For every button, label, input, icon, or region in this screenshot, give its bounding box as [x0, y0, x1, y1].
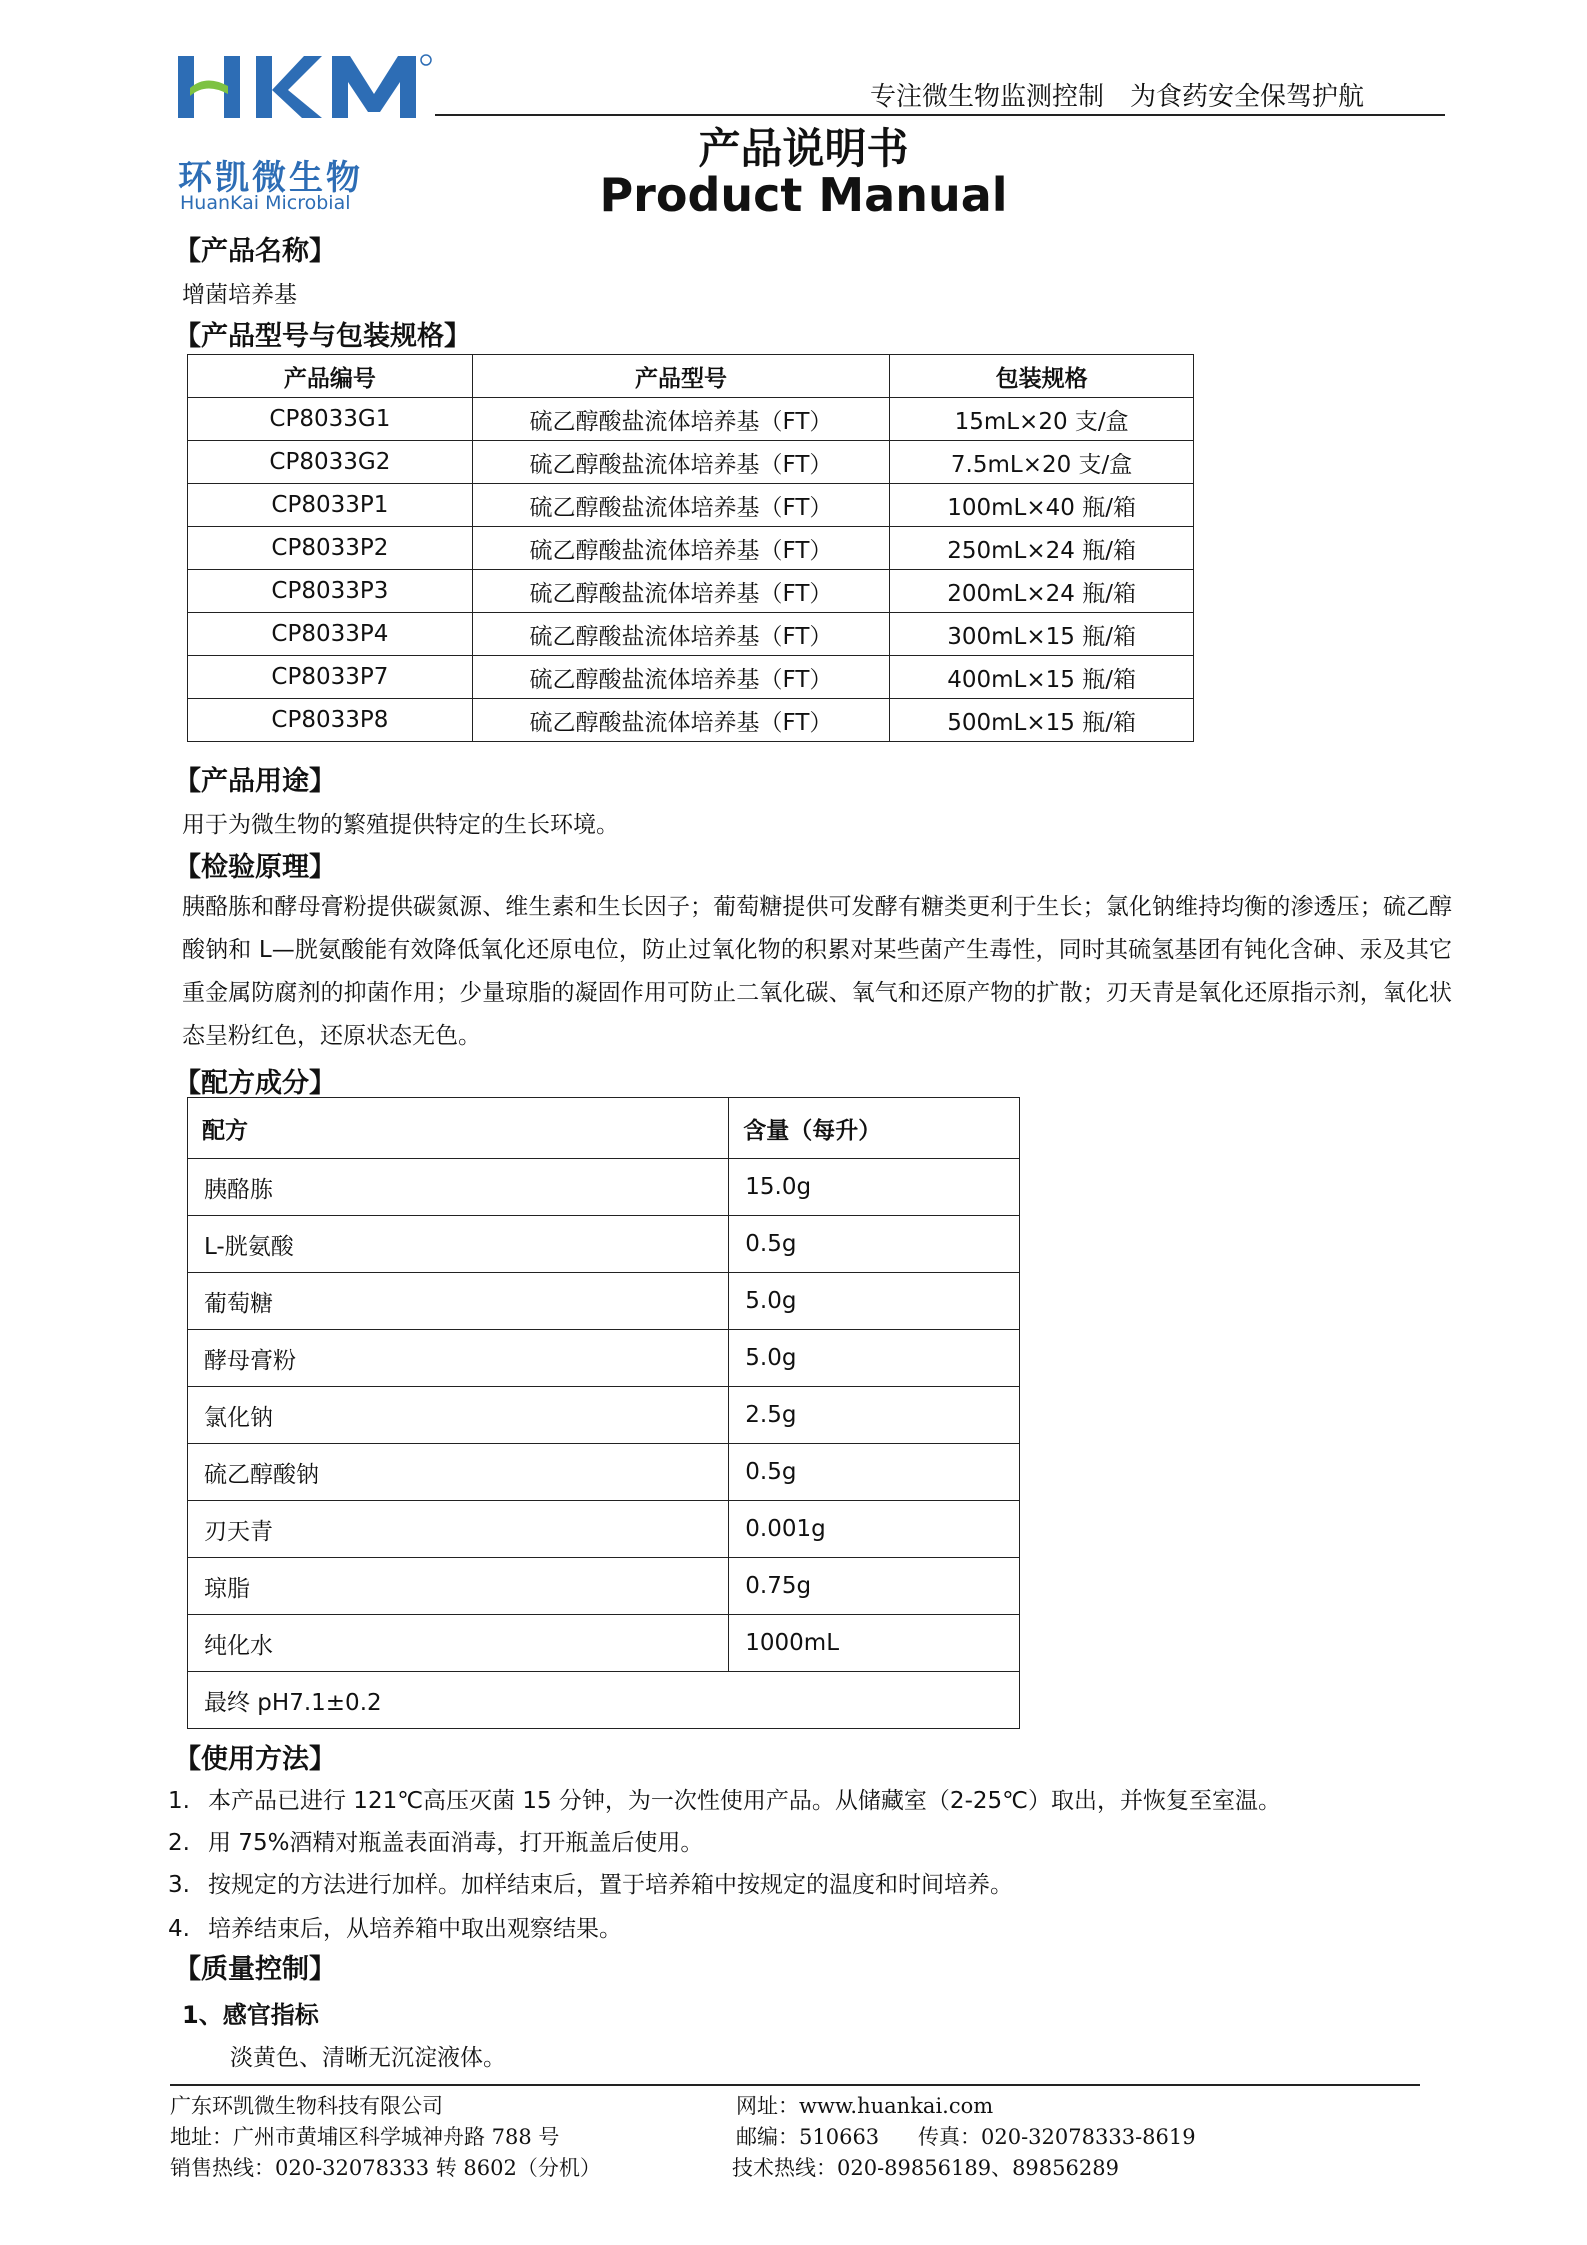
principle-heading: 【检验原理】: [174, 852, 336, 883]
final-ph: 最终 pH7.1±0.2: [188, 1672, 1020, 1729]
table-row: [188, 527, 1194, 570]
spec-col-code: 产品编号: [188, 355, 473, 398]
table-row: [188, 1672, 1020, 1729]
formula-table: [187, 1097, 1020, 1729]
footer-tech-hotline: 技术热线：020-89856189、89856289: [732, 2156, 1119, 2180]
table-row: [188, 1615, 1020, 1672]
table-row: [188, 1159, 1020, 1216]
table-row: [188, 1444, 1020, 1501]
spec-model: 硫乙醇酸盐流体培养基（FT）: [472, 699, 889, 742]
product-name-heading: 【产品名称】: [174, 236, 336, 267]
footer-website[interactable]: 网址：www.huankai.com: [736, 2094, 994, 2118]
logo-english-name: HuanKai Microbial: [180, 192, 351, 214]
formula-col-ingredient: 配方: [188, 1098, 729, 1159]
table-row: [188, 484, 1194, 527]
list-item: [168, 1866, 1013, 1899]
ingredient-name: 氯化钠: [188, 1387, 729, 1444]
table-row: [188, 613, 1194, 656]
spec-col-model: 产品型号: [472, 355, 889, 398]
usage-text: 用于为微生物的繁殖提供特定的生长环境。: [182, 812, 619, 838]
table-row: [188, 1558, 1020, 1615]
list-item: [168, 1782, 1281, 1815]
formula-heading: 【配方成分】: [174, 1068, 336, 1099]
spec-code: CP8033P2: [188, 527, 473, 570]
spec-table: [187, 354, 1194, 742]
spec-header-row: [188, 355, 1194, 398]
ingredient-name: 硫乙醇酸钠: [188, 1444, 729, 1501]
spec-package: 500mL×15 瓶/箱: [890, 699, 1194, 742]
ingredient-amount: 0.5g: [729, 1216, 1020, 1273]
ingredient-amount: 5.0g: [729, 1330, 1020, 1387]
spec-package: 7.5mL×20 支/盒: [890, 441, 1194, 484]
spec-col-package: 包装规格: [890, 355, 1194, 398]
table-row: [188, 441, 1194, 484]
ingredient-name: 葡萄糖: [188, 1273, 729, 1330]
ingredient-name: L-胱氨酸: [188, 1216, 729, 1273]
table-row: [188, 699, 1194, 742]
footer-company: 广东环凯微生物科技有限公司: [170, 2094, 443, 2118]
spec-package: 300mL×15 瓶/箱: [890, 613, 1194, 656]
footer-sales-hotline: 销售热线：020-32078333 转 8602（分机）: [170, 2156, 601, 2180]
spec-package: 400mL×15 瓶/箱: [890, 656, 1194, 699]
qc-heading: 【质量控制】: [174, 1954, 336, 1985]
list-text: 用 75%酒精对瓶盖表面消毒，打开瓶盖后使用。: [208, 1830, 704, 1856]
ingredient-name: 胰酪胨: [188, 1159, 729, 1216]
ingredient-amount: 0.5g: [729, 1444, 1020, 1501]
ingredient-amount: 0.75g: [729, 1558, 1020, 1615]
usage-heading: 【产品用途】: [174, 766, 336, 797]
formula-col-amount: 含量（每升）: [729, 1098, 1020, 1159]
table-row: [188, 570, 1194, 613]
product-name-value: 增菌培养基: [182, 282, 297, 308]
header-slogan: 专注微生物监测控制 为食药安全保驾护航: [870, 82, 1365, 112]
spec-heading: 【产品型号与包装规格】: [174, 321, 471, 352]
table-row: [188, 1216, 1020, 1273]
spec-code: CP8033G1: [188, 398, 473, 441]
ingredient-amount: 2.5g: [729, 1387, 1020, 1444]
spec-model: 硫乙醇酸盐流体培养基（FT）: [472, 656, 889, 699]
method-heading: 【使用方法】: [174, 1744, 336, 1775]
list-number: 1.: [168, 1788, 190, 1814]
ingredient-amount: 5.0g: [729, 1273, 1020, 1330]
ingredient-amount: 1000mL: [729, 1615, 1020, 1672]
qc-sub-heading: 1、感官指标: [182, 2001, 319, 2029]
ingredient-name: 琼脂: [188, 1558, 729, 1615]
spec-model: 硫乙醇酸盐流体培养基（FT）: [472, 527, 889, 570]
spec-model: 硫乙醇酸盐流体培养基（FT）: [472, 441, 889, 484]
list-item: [168, 1824, 703, 1857]
spec-code: CP8033G2: [188, 441, 473, 484]
spec-code: CP8033P7: [188, 656, 473, 699]
formula-header-row: [188, 1098, 1020, 1159]
list-item: [168, 1910, 622, 1943]
spec-model: 硫乙醇酸盐流体培养基（FT）: [472, 398, 889, 441]
ingredient-name: 纯化水: [188, 1615, 729, 1672]
spec-code: CP8033P8: [188, 699, 473, 742]
table-row: [188, 1273, 1020, 1330]
footer-postcode: 邮编：510663: [736, 2125, 880, 2149]
table-row: [188, 398, 1194, 441]
table-row: [188, 656, 1194, 699]
spec-package: 100mL×40 瓶/箱: [890, 484, 1194, 527]
footer-address: 地址：广州市黄埔区科学城神舟路 788 号: [170, 2125, 560, 2149]
list-text: 培养结束后，从培养箱中取出观察结果。: [208, 1916, 622, 1942]
table-row: [188, 1501, 1020, 1558]
spec-package: 250mL×24 瓶/箱: [890, 527, 1194, 570]
spec-model: 硫乙醇酸盐流体培养基（FT）: [472, 613, 889, 656]
title-english: Product Manual: [599, 168, 1008, 222]
list-number: 2.: [168, 1830, 190, 1856]
list-text: 按规定的方法进行加样。加样结束后，置于培养箱中按规定的温度和时间培养。: [208, 1872, 1013, 1898]
ingredient-amount: 0.001g: [729, 1501, 1020, 1558]
spec-code: CP8033P3: [188, 570, 473, 613]
spec-model: 硫乙醇酸盐流体培养基（FT）: [472, 570, 889, 613]
ingredient-amount: 15.0g: [729, 1159, 1020, 1216]
spec-package: 200mL×24 瓶/箱: [890, 570, 1194, 613]
qc-sub-text: 淡黄色、清晰无沉淀液体。: [230, 2045, 506, 2071]
spec-model: 硫乙醇酸盐流体培养基（FT）: [472, 484, 889, 527]
spec-code: CP8033P4: [188, 613, 473, 656]
list-number: 3.: [168, 1872, 190, 1898]
table-row: [188, 1387, 1020, 1444]
footer-divider: [170, 2084, 1420, 2086]
list-text: 本产品已进行 121℃高压灭菌 15 分钟，为一次性使用产品。从储藏室（2-25℃）取出，并恢复至室温。: [208, 1788, 1281, 1814]
list-number: 4.: [168, 1916, 190, 1942]
ingredient-name: 酵母膏粉: [188, 1330, 729, 1387]
spec-code: CP8033P1: [188, 484, 473, 527]
footer-fax: 传真：020-32078333-8619: [918, 2125, 1196, 2149]
logo-chinese-name: 环凯微生物: [178, 158, 363, 198]
table-row: [188, 1330, 1020, 1387]
spec-package: 15mL×20 支/盒: [890, 398, 1194, 441]
title-chinese: 产品说明书: [698, 124, 909, 173]
ingredient-name: 刃天青: [188, 1501, 729, 1558]
principle-text: 胰酪胨和酵母膏粉提供碳氮源、维生素和生长因子；葡萄糖提供可发酵有糖类更利于生长；氯化钠维持均衡的渗透压；硫乙醇酸钠和 L—胱氨酸能有效降低氧化还原电位，防止过氧化物的积累对某些菌产生毒性，同时其硫氢基团有钝化含砷、汞及其它重金属防腐剂的抑菌作用；少量琼脂的凝固作用可防止二氧化碳、氧气和还原产物的扩散；刃天青是氧化还原指示剂，氧化状态呈粉红色，还原状态无色。: [182, 894, 1452, 1049]
